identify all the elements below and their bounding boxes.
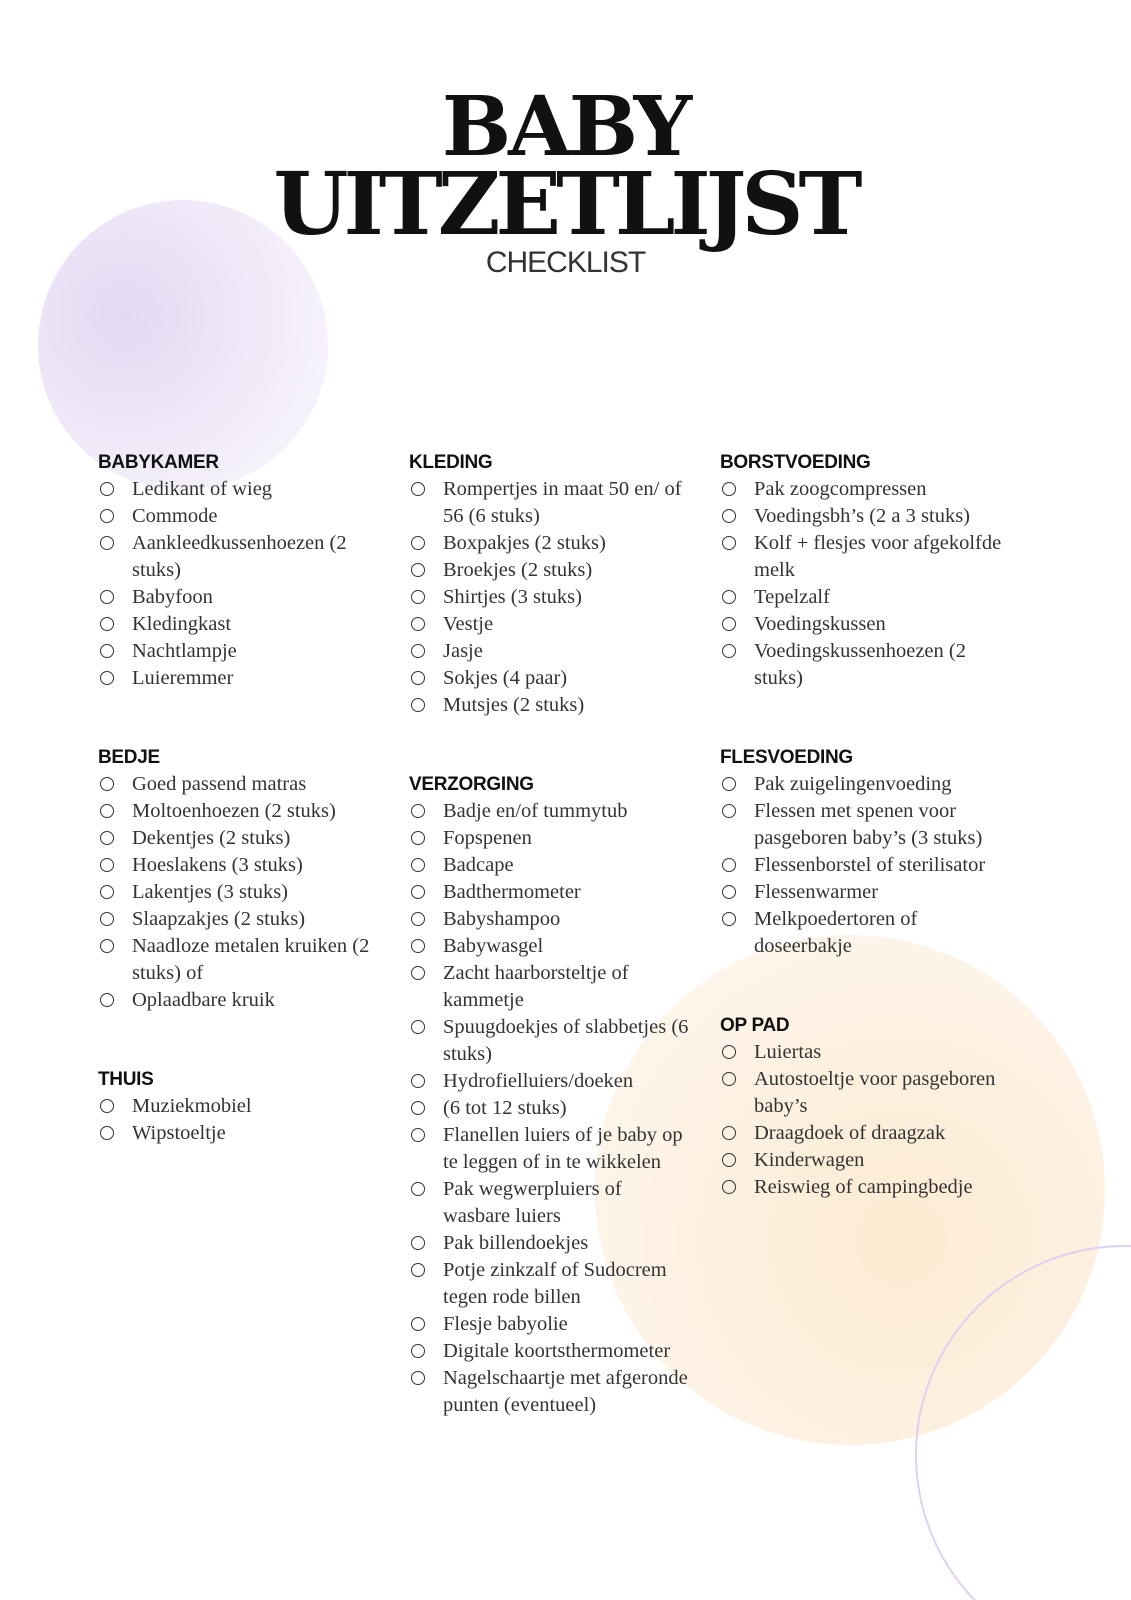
checklist-item-label: Fopspenen (443, 827, 532, 849)
checklist-item[interactable] (98, 503, 398, 530)
checklist-item-label: Nachtlampje (132, 640, 237, 662)
checklist-item-label: Broekjes (2 stuks) (443, 559, 593, 581)
checklist-item-label: Vestje (443, 613, 494, 635)
checklist-item[interactable] (720, 1147, 1020, 1174)
checklist-item[interactable] (409, 879, 709, 906)
checkbox-circle-icon[interactable] (100, 777, 114, 791)
checkbox-circle-icon[interactable] (411, 644, 425, 658)
checklist-item-label: Rompertjes in maat 50 en/ of 56 (6 stuks) (443, 478, 682, 527)
checkbox-circle-icon[interactable] (411, 831, 425, 845)
checklist-item-label: Flessen met spenen voor pasgeboren baby’s (3 stuks) (754, 800, 983, 849)
checklist-item-label: Spuugdoekjes of slabbetjes (6 stuks) (443, 1016, 689, 1065)
checkbox-circle-icon[interactable] (722, 1153, 736, 1167)
section-heading: THUIS (98, 1069, 154, 1090)
checklist-item-label: Slaapzakjes (2 stuks) (132, 908, 306, 930)
checkbox-circle-icon[interactable] (411, 858, 425, 872)
checkbox-circle-icon[interactable] (411, 1371, 425, 1385)
checklist-item-label: Badthermometer (443, 881, 581, 903)
checklist (409, 798, 709, 1419)
checklist-item[interactable] (409, 906, 709, 933)
checklist-item[interactable] (409, 557, 709, 584)
checkbox-circle-icon[interactable] (100, 804, 114, 818)
checkbox-circle-icon[interactable] (411, 1020, 425, 1034)
section-heading: VERZORGING (409, 774, 534, 795)
checklist-item-label: Jasje (443, 640, 483, 662)
checklist-item-label: Zacht haarborsteltje of kammetje (443, 962, 629, 1011)
checklist-item[interactable] (409, 1338, 709, 1365)
checklist (720, 476, 1020, 692)
checkbox-circle-icon[interactable] (100, 1099, 114, 1113)
checklist-item[interactable] (409, 1365, 709, 1419)
checklist-item[interactable] (720, 771, 1020, 798)
checklist-item-label: Muziekmobiel (132, 1095, 252, 1117)
checklist-item-label: Hydrofielluiers/doeken (443, 1070, 634, 1092)
decor-ring (915, 1245, 1131, 1600)
checklist-item-label: Kledingkast (132, 613, 232, 635)
checkbox-circle-icon[interactable] (722, 858, 736, 872)
checklist-item[interactable] (409, 530, 709, 557)
checklist-item[interactable] (409, 933, 709, 960)
checklist-item[interactable] (409, 1257, 709, 1311)
section-kleding (409, 449, 709, 719)
checkbox-circle-icon[interactable] (411, 1317, 425, 1331)
checkbox-circle-icon[interactable] (722, 885, 736, 899)
checklist-item-label: Draagdoek of draagzak (754, 1122, 946, 1144)
checklist-item-label: Ledikant of wieg (132, 478, 273, 500)
checklist-item[interactable] (98, 852, 398, 879)
checklist-item[interactable] (409, 692, 709, 719)
checklist-item-label: Mutsjes (2 stuks) (443, 694, 585, 716)
checklist-item[interactable] (98, 1093, 398, 1120)
checkbox-circle-icon[interactable] (411, 912, 425, 926)
checklist-item-label: Voedingskussen (754, 613, 886, 635)
checklist-item[interactable] (720, 476, 1020, 503)
checklist-item[interactable] (409, 1122, 709, 1176)
checklist-item[interactable] (720, 1174, 1020, 1201)
section-verzorging (409, 771, 709, 1419)
checklist-item-label: Pak wegwerpluiers of wasbare luiers (443, 1178, 622, 1227)
checkbox-circle-icon[interactable] (411, 1263, 425, 1277)
checkbox-circle-icon[interactable] (411, 1236, 425, 1250)
checkbox-circle-icon[interactable] (411, 698, 425, 712)
checklist-item[interactable] (409, 638, 709, 665)
section-heading: BEDJE (98, 747, 160, 768)
checkbox-circle-icon[interactable] (100, 858, 114, 872)
checklist-item[interactable] (720, 906, 1020, 960)
checkbox-circle-icon[interactable] (722, 1126, 736, 1140)
checklist-item[interactable] (720, 638, 1020, 692)
checklist-item[interactable] (720, 584, 1020, 611)
section-bedje (98, 744, 398, 1014)
checkbox-circle-icon[interactable] (411, 966, 425, 980)
checklist-item[interactable] (720, 852, 1020, 879)
checklist-item-label: Aankleedkussenhoezen (2 stuks) (132, 532, 347, 581)
checklist-item[interactable] (98, 476, 398, 503)
title-line-1: BABY (441, 79, 690, 175)
checklist-item-label: Reiswieg of campingbedje (754, 1176, 973, 1198)
checklist-item[interactable] (409, 825, 709, 852)
checklist-item[interactable] (409, 1176, 709, 1230)
section-flesvoeding (720, 744, 1020, 960)
checkbox-circle-icon[interactable] (411, 536, 425, 550)
checklist-item[interactable] (409, 611, 709, 638)
checkbox-circle-icon[interactable] (100, 831, 114, 845)
checklist-item[interactable] (409, 584, 709, 611)
checklist-item-label: Digitale koortsthermometer (443, 1340, 671, 1362)
checklist-item[interactable] (409, 476, 709, 530)
checklist-item[interactable] (720, 530, 1020, 584)
checkbox-circle-icon[interactable] (411, 1101, 425, 1115)
checkbox-circle-icon[interactable] (100, 590, 114, 604)
checklist-item-label: Goed passend matras (132, 773, 307, 795)
subtitle: CHECKLIST (485, 246, 646, 279)
checkbox-circle-icon[interactable] (722, 509, 736, 523)
checklist-item[interactable] (409, 1095, 709, 1122)
checklist-item[interactable] (98, 530, 398, 584)
checkbox-circle-icon[interactable] (411, 1128, 425, 1142)
section-heading: BABYKAMER (98, 452, 219, 473)
checklist-item-label: Luiertas (754, 1041, 822, 1063)
checklist-item-label: Kinderwagen (754, 1149, 865, 1171)
checkbox-circle-icon[interactable] (100, 1126, 114, 1140)
checklist-item[interactable] (409, 852, 709, 879)
checkbox-circle-icon[interactable] (722, 804, 736, 818)
checkbox-circle-icon[interactable] (411, 1074, 425, 1088)
checkbox-circle-icon[interactable] (100, 509, 114, 523)
checklist-item[interactable] (409, 960, 709, 1014)
checklist-item-label: Oplaadbare kruik (132, 989, 275, 1011)
checklist-item-label: Melkpoedertoren of doseerbakje (754, 908, 918, 957)
checkbox-circle-icon[interactable] (722, 912, 736, 926)
checklist-item[interactable] (720, 1039, 1020, 1066)
checkbox-circle-icon[interactable] (411, 1344, 425, 1358)
checklist-item[interactable] (98, 1120, 398, 1147)
checklist-item[interactable] (98, 638, 398, 665)
checklist-item[interactable] (98, 879, 398, 906)
checklist-item-label: Pak zuigelingenvoeding (754, 773, 952, 795)
checkbox-circle-icon[interactable] (411, 563, 425, 577)
checklist-item[interactable] (98, 825, 398, 852)
checklist-item[interactable] (720, 1066, 1020, 1120)
checkbox-circle-icon[interactable] (722, 1072, 736, 1086)
checklist (98, 771, 398, 1014)
checkbox-circle-icon[interactable] (411, 1182, 425, 1196)
checklist-item-label: Voedingsbh’s (2 a 3 stuks) (754, 505, 971, 527)
checklist-item-label: Badcape (443, 854, 514, 876)
checkbox-circle-icon[interactable] (411, 939, 425, 953)
checklist-item[interactable] (409, 1311, 709, 1338)
section-borstvoeding (720, 449, 1020, 692)
checklist-item[interactable] (409, 798, 709, 825)
section-op-pad (720, 1012, 1020, 1201)
checklist-item-label: Kolf + flesjes voor afgekolfde melk (754, 532, 1002, 581)
checklist-item-label: Badje en/of tummytub (443, 800, 628, 822)
checkbox-circle-icon[interactable] (411, 617, 425, 631)
checklist-item-label: Pak billendoekjes (443, 1232, 589, 1254)
checklist-item-label: Flessenborstel of sterilisator (754, 854, 986, 876)
checklist-item-label: Tepelzalf (754, 586, 830, 608)
checklist-item-label: Pak zoogcompressen (754, 478, 927, 500)
checkbox-circle-icon[interactable] (100, 617, 114, 631)
title-line-2: UITZETLIJST (273, 154, 858, 255)
checklist-item-label: Autostoeltje voor pasgeboren baby’s (754, 1068, 996, 1117)
checklist-item-label: Sokjes (4 paar) (443, 667, 568, 689)
checkbox-circle-icon[interactable] (722, 482, 736, 496)
checklist (409, 476, 709, 719)
checklist-item-label: Voedingskussenhoezen (2 stuks) (754, 640, 966, 689)
checklist-item[interactable] (98, 611, 398, 638)
section-heading: BORSTVOEDING (720, 452, 871, 473)
checklist-item[interactable] (720, 879, 1020, 906)
checklist-item[interactable] (98, 584, 398, 611)
checkbox-circle-icon[interactable] (411, 482, 425, 496)
section-heading: FLESVOEDING (720, 747, 853, 768)
checklist-item-label: Shirtjes (3 stuks) (443, 586, 582, 608)
checkbox-circle-icon[interactable] (100, 482, 114, 496)
checkbox-circle-icon[interactable] (100, 671, 114, 685)
checklist-item-label: Boxpakjes (2 stuks) (443, 532, 606, 554)
checkbox-circle-icon[interactable] (722, 1180, 736, 1194)
checklist-item-label: Hoeslakens (3 stuks) (132, 854, 303, 876)
checklist (98, 476, 398, 692)
checklist (720, 1039, 1020, 1201)
checklist-item-label: Luieremmer (132, 667, 234, 689)
checkbox-circle-icon[interactable] (100, 993, 114, 1007)
checklist-item-label: (6 tot 12 stuks) (443, 1097, 567, 1119)
checkbox-circle-icon[interactable] (722, 644, 736, 658)
checklist-item-label: Moltoenhoezen (2 stuks) (132, 800, 336, 822)
checklist-item-label: Dekentjes (2 stuks) (132, 827, 291, 849)
checklist-item[interactable] (98, 906, 398, 933)
checklist-item[interactable] (409, 665, 709, 692)
checklist-item-label: Babyfoon (132, 586, 213, 608)
checkbox-circle-icon[interactable] (100, 644, 114, 658)
section-heading: KLEDING (409, 452, 493, 473)
checklist-item-label: Naadloze metalen kruiken (2 stuks) of (132, 935, 370, 984)
section-thuis (98, 1066, 398, 1147)
checklist-item[interactable] (720, 1120, 1020, 1147)
checkbox-circle-icon[interactable] (100, 912, 114, 926)
checkbox-circle-icon[interactable] (100, 536, 114, 550)
checklist-item-label: Babyshampoo (443, 908, 561, 930)
checklist (98, 1093, 398, 1147)
section-babykamer (98, 449, 398, 692)
checklist-item-label: Commode (132, 505, 218, 527)
checkbox-circle-icon[interactable] (100, 885, 114, 899)
checklist-item-label: Flanellen luiers of je baby op te leggen of in te wikkelen (443, 1124, 683, 1173)
checklist-item[interactable] (409, 1230, 709, 1257)
checkbox-circle-icon[interactable] (722, 617, 736, 631)
checklist-item[interactable] (409, 1014, 709, 1068)
checkbox-circle-icon[interactable] (411, 590, 425, 604)
checklist (720, 771, 1020, 960)
checkbox-circle-icon[interactable] (722, 590, 736, 604)
checkbox-circle-icon[interactable] (722, 1045, 736, 1059)
checklist-item[interactable] (409, 1068, 709, 1095)
checklist-item-label: Flesje babyolie (443, 1313, 568, 1335)
checklist-item[interactable] (98, 987, 398, 1014)
checkbox-circle-icon[interactable] (411, 885, 425, 899)
checklist-item[interactable] (98, 798, 398, 825)
checklist-item[interactable] (98, 933, 398, 987)
checkbox-circle-icon[interactable] (411, 671, 425, 685)
section-heading: OP PAD (720, 1015, 790, 1036)
checklist-item-label: Flessenwarmer (754, 881, 879, 903)
checklist-item[interactable] (720, 798, 1020, 852)
checkbox-circle-icon[interactable] (722, 777, 736, 791)
checkbox-circle-icon[interactable] (722, 536, 736, 550)
checklist-item-label: Nagelschaartje met afgeronde punten (eventueel) (443, 1367, 688, 1416)
checklist-item[interactable] (98, 771, 398, 798)
checkbox-circle-icon[interactable] (100, 939, 114, 953)
checklist-item-label: Lakentjes (3 stuks) (132, 881, 288, 903)
checklist-item[interactable] (720, 503, 1020, 530)
checkbox-circle-icon[interactable] (411, 804, 425, 818)
checklist-item-label: Potje zinkzalf of Sudocrem tegen rode billen (443, 1259, 667, 1308)
checklist-item[interactable] (720, 611, 1020, 638)
checklist-item-label: Wipstoeltje (132, 1122, 226, 1144)
checklist-item[interactable] (98, 665, 398, 692)
checklist-item-label: Babywasgel (443, 935, 544, 957)
